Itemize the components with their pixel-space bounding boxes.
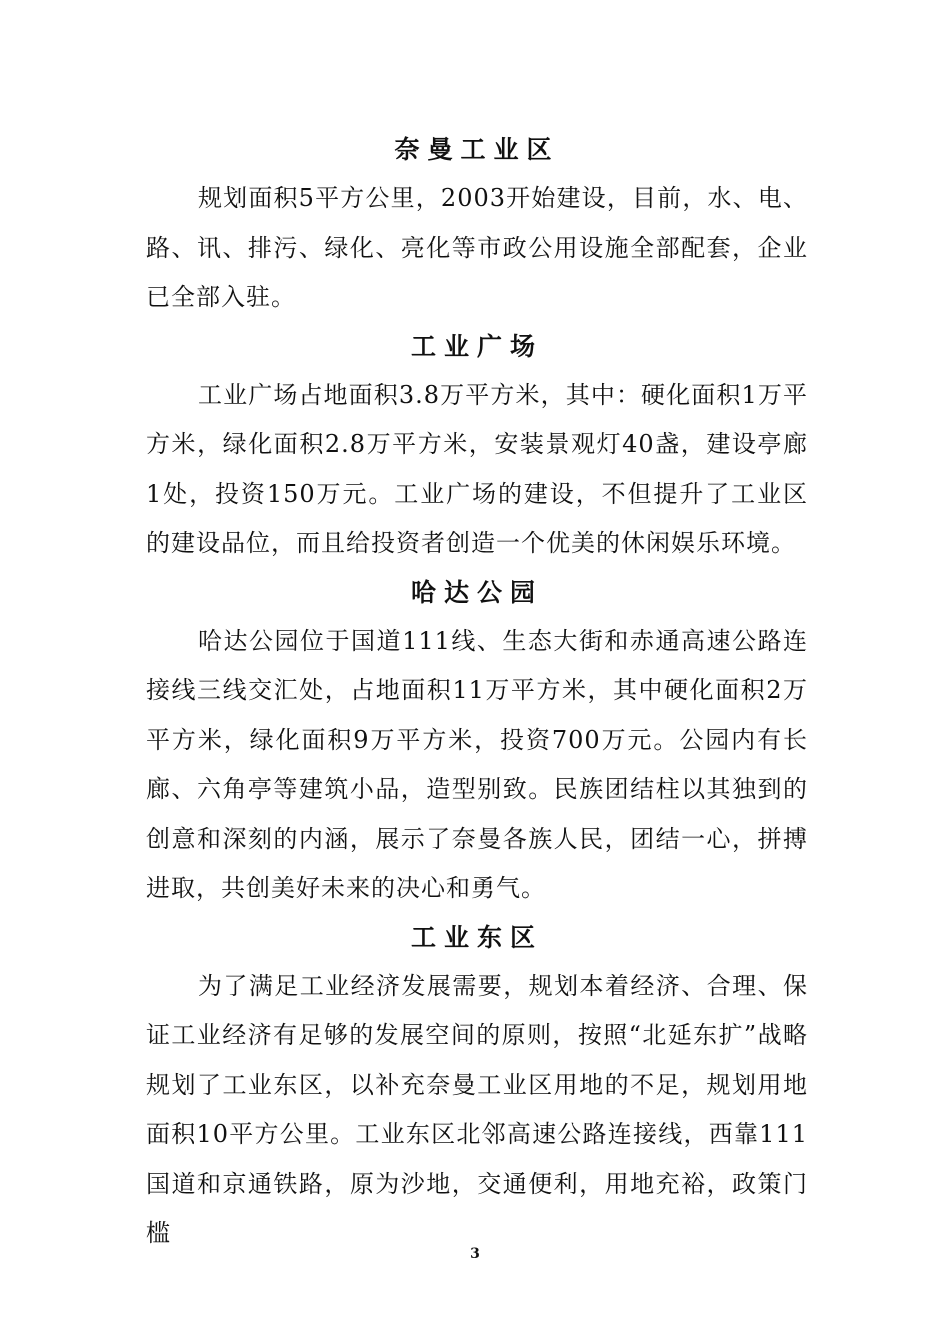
page-number: 3	[470, 1246, 480, 1262]
section-paragraph: 哈达公园位于国道111线、生态大街和赤通高速公路连接线三线交汇处，占地面积11万平方米，其中硬化面积2万平方米，绿化面积9万平方米，投资700万元。公园内有长廊、六角亭等建筑小品，造型别致。民族团结柱以其独到的创意和深刻的内涵，展示了奈曼各族人民，团结一心，拼搏进取，共创美好未来的决心和勇气。	[146, 626, 808, 902]
section-title: 奈曼工业区	[394, 135, 560, 164]
section-title: 工业广场	[410, 331, 543, 361]
document-body	[146, 126, 808, 1259]
section-title: 哈达公园	[410, 577, 543, 607]
section-paragraph: 规划面积5平方公里，2003开始建设，目前，水、电、路、讯、排污、绿化、亮化等市政公用设施全部配套，企业已全部入驻。	[146, 184, 808, 311]
section-paragraph: 为了满足工业经济发展需要，规划本着经济、合理、保证工业经济有足够的发展空间的原则，按照“北延东扩”战略规划了工业东区，以补充奈曼工业区用地的不足，规划用地面积10平方公里。工业东区北邻高速公路连接线，西靠111国道和京通铁路，原为沙地，交通便利，用地充裕，政策门槛	[146, 971, 808, 1247]
section-title: 工业东区	[410, 922, 543, 952]
section-paragraph: 工业广场占地面积3.8万平方米，其中：硬化面积1万平方米，绿化面积2.8万平方米，安装景观灯40盏，建设亭廊1处，投资150万元。工业广场的建设，不但提升了工业区的建设品位，而且给投资者创造一个优美的休闲娱乐环境。	[146, 380, 808, 557]
